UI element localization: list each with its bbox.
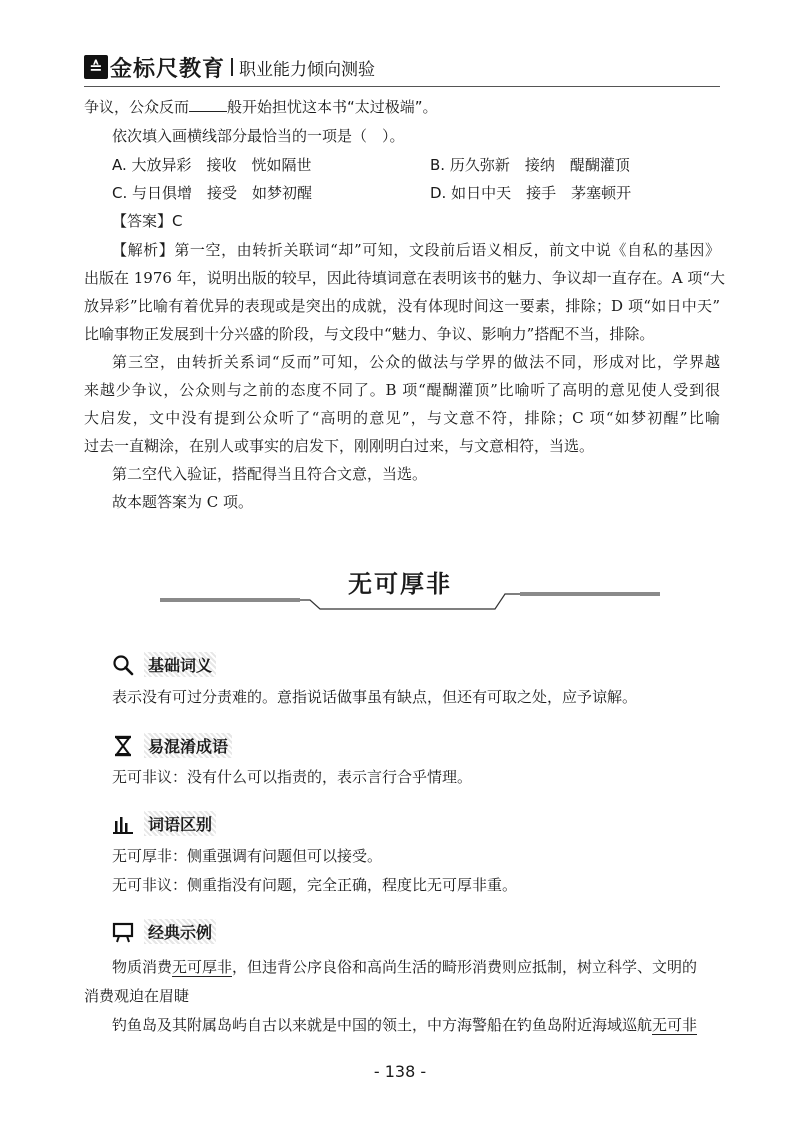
magnifier-icon (112, 654, 134, 676)
page-number: - 138 - (373, 1062, 427, 1081)
confusable-text: 无可非议：没有什么可以指责的，表示言行合乎情理。 (112, 768, 473, 786)
analysis-line: 大启发，文中没有提到公众听了“高明的意见”，与文意不符，排除；C 项“如梦初醒”比喻 (84, 409, 720, 427)
hourglass-icon (112, 735, 134, 757)
analysis-line: 过去一直糊涂，在别人或事实的启发下，刚刚明白过来，与文意相符，当选。 (84, 437, 595, 455)
answer-line: 【答案】C (112, 212, 183, 230)
analysis-line: 来越少争议，公众则与之前的态度不同了。B 项“醍醐灌顶”比喻听了高明的意见使人受到很 (84, 381, 720, 399)
analysis-line: 故本题答案为 C 项。 (112, 493, 254, 511)
section-label: 基础词义 (144, 652, 216, 677)
analysis-line: 出版在 1976 年，说明出版的较早，因此待填词意在表明该书的魅力、争议却一直存在。A 项“大 (84, 269, 725, 287)
section-label: 词语区别 (144, 811, 216, 836)
option-b: B. 历久弥新 接纳 醍醐灌顶 (430, 156, 630, 174)
page-header (84, 52, 375, 82)
analysis-line: 第三空，由转折关系词“反而”可知，公众的做法与学界的做法不同，形成对比，学界越 (112, 353, 720, 371)
banner-line (300, 594, 520, 609)
header-rule (84, 86, 720, 87)
example-text: 物质消费 (112, 958, 173, 976)
distinction-line-2: 无可非议：侧重指没有问题，完全正确，程度比无可厚非重。 (112, 876, 518, 894)
section-label: 易混淆成语 (144, 733, 232, 758)
question-text-b: 般开始担忧这本书“太过极端”。 (227, 98, 438, 116)
example-text: 钓鱼岛及其附属岛屿自古以来就是中国的领土，中方海警船在钓鱼岛附近海域巡航 (112, 1016, 653, 1034)
basic-meaning-text: 表示没有可过分责难的。意指说话做事虽有缺点，但还有可取之处，应予谅解。 (112, 688, 638, 706)
section-label: 经典示例 (144, 919, 216, 944)
presentation-board-icon (112, 921, 134, 943)
example-1-line-1 (112, 956, 697, 978)
distinction-line-1: 无可厚非：侧重强调有问题但可以接受。 (112, 847, 383, 865)
analysis-line: 【解析】第一空，由转折关联词“却”可知，文段前后语义相反，前文中说《自私的基因》 (112, 241, 720, 259)
option-a: A. 大放异彩 接收 恍如隔世 (112, 156, 312, 174)
example-text: ，但违背公序良俗和高尚生活的畸形消费则应抵制，树立科学、文明的 (232, 958, 698, 976)
section-distinction (112, 811, 216, 836)
analysis-line: 比喻事物正发展到十分兴盛的阶段，与文段中“魅力、争议、影响力”搭配不当，排除。 (84, 325, 655, 343)
option-c: C. 与日俱增 接受 如梦初醒 (112, 184, 313, 202)
example-1-line-2: 消费观迫在眉睫 (84, 987, 190, 1005)
analysis-line: 放异彩”比喻有着优异的表现或是突出的成就，没有体现时间这一要素，排除；D 项“如日中天” (84, 297, 720, 315)
header-divider (231, 58, 233, 76)
highlighted-idiom: 无可厚非 (172, 958, 233, 976)
highlighted-idiom: 无可非 (652, 1016, 698, 1034)
bar-chart-icon (112, 813, 134, 835)
section-basic-meaning (112, 652, 216, 677)
section-examples (112, 919, 216, 944)
analysis-line: 第二空代入验证，搭配得当且符合文意，当选。 (112, 465, 428, 483)
question-prompt: 依次填入画横线部分最恰当的一项是（ ）。 (112, 127, 405, 145)
idiom-title: 无可厚非 (348, 570, 452, 598)
question-text-a: 争议，公众反而 (84, 98, 190, 116)
fill-blank (189, 97, 227, 112)
banner-stripe-left (160, 598, 300, 602)
logo-icon: ≙ (84, 55, 108, 79)
question-line-1 (84, 96, 438, 118)
option-d: D. 如日中天 接手 茅塞顿开 (430, 184, 632, 202)
section-confusable (112, 733, 232, 758)
banner-stripe-right (520, 592, 660, 596)
title-banner-decoration (160, 585, 660, 615)
example-2-line-1 (112, 1014, 697, 1036)
header-subtitle: 职业能力倾向测验 (239, 59, 376, 80)
brand-name: 金标尺教育 (110, 56, 226, 82)
